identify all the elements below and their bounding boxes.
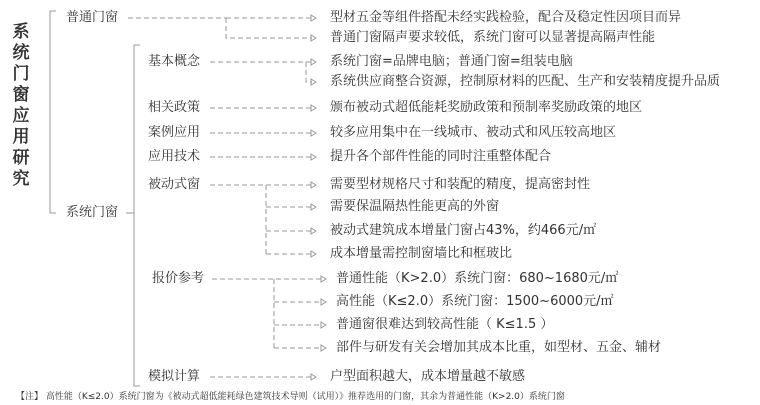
arrow-icon xyxy=(321,345,326,351)
arrow-icon xyxy=(321,276,326,282)
node-sim: 模拟计算 xyxy=(148,369,201,384)
node-ordinary: 普通门窗 xyxy=(66,10,119,25)
arrow-icon xyxy=(311,59,316,65)
node-policy: 相关政策 xyxy=(148,100,201,115)
passive-fork xyxy=(210,185,312,254)
quote-item: 普通窗很难达到较高性能（ K≤1.5 ） xyxy=(336,317,554,332)
arrow-icon xyxy=(311,204,316,210)
passive-item: 需要型材规格尺寸和装配的精度，提高密封性 xyxy=(330,177,591,192)
passive-item: 被动式建筑成本增量门窗占43%，约466元/㎡ xyxy=(330,223,597,238)
cases-item: 较多应用集中在一线城市、被动式和风压较高地区 xyxy=(330,125,617,140)
node-system: 系统门窗 xyxy=(66,205,119,220)
tech-item: 提升各个部件性能的同时注重整体配合 xyxy=(330,149,552,164)
passive-item: 需要保温隔热性能更高的外窗 xyxy=(330,199,500,214)
arrow-icon xyxy=(321,322,326,328)
quote-fork xyxy=(212,279,322,348)
node-tech: 应用技术 xyxy=(148,149,201,164)
arrow-icon xyxy=(311,130,316,136)
quote-item: 高性能（K≤2.0）系统门窗：1500~6000元/㎡ xyxy=(336,294,614,309)
basic-item: 系统供应商整合资源，控制原材料的匹配、生产和安装精度提升品质 xyxy=(330,74,721,89)
quote-item: 部件与研发有关会增加其成本比重，如型材、五金、辅材 xyxy=(336,340,662,355)
quote-item: 普通性能（K>2.0）系统门窗：680~1680元/㎡ xyxy=(336,271,619,286)
node-quote: 报价参考 xyxy=(152,271,205,286)
arrow-icon xyxy=(311,105,316,111)
basic-fork xyxy=(210,62,312,82)
node-cases: 案例应用 xyxy=(148,125,201,140)
arrow-icon xyxy=(311,374,316,380)
system-bracket xyxy=(134,45,140,386)
ordinary-fork xyxy=(226,18,312,38)
arrow-icon xyxy=(311,228,316,234)
arrow-icon xyxy=(311,182,316,188)
node-passive: 被动式窗 xyxy=(148,177,201,192)
sim-item: 户型面积越大，成本增量越不敏感 xyxy=(330,369,526,384)
arrow-icon xyxy=(321,299,326,305)
node-basic: 基本概念 xyxy=(148,54,201,69)
passive-item: 成本增量需控制窗墙比和框玻比 xyxy=(330,246,513,261)
arrow-icon xyxy=(311,154,316,160)
policy-item: 颁布被动式超低能耗奖励政策和预制率奖励政策的地区 xyxy=(330,100,643,115)
arrow-icon xyxy=(311,15,316,21)
ordinary-item: 型材五金等组件搭配未经实践检验，配合及稳定性因项目而异 xyxy=(330,10,682,25)
ordinary-item: 普通门窗隔声要求较低，系统门窗可以显著提高隔声性能 xyxy=(330,30,656,45)
arrow-icon xyxy=(311,251,316,257)
basic-item: 系统门窗=品牌电脑；普通门窗=组装电脑 xyxy=(330,54,573,69)
root-bracket xyxy=(50,11,56,213)
root-title: 系统门窗应用研究 xyxy=(12,22,30,189)
footnote: 【注】 高性能（K≤2.0）系统门窗为《被动式超低能耗绿色建筑技术导则（试用）》推荐选用的门窗，其余为普通性能（K>2.0）系统门窗 xyxy=(16,392,565,402)
